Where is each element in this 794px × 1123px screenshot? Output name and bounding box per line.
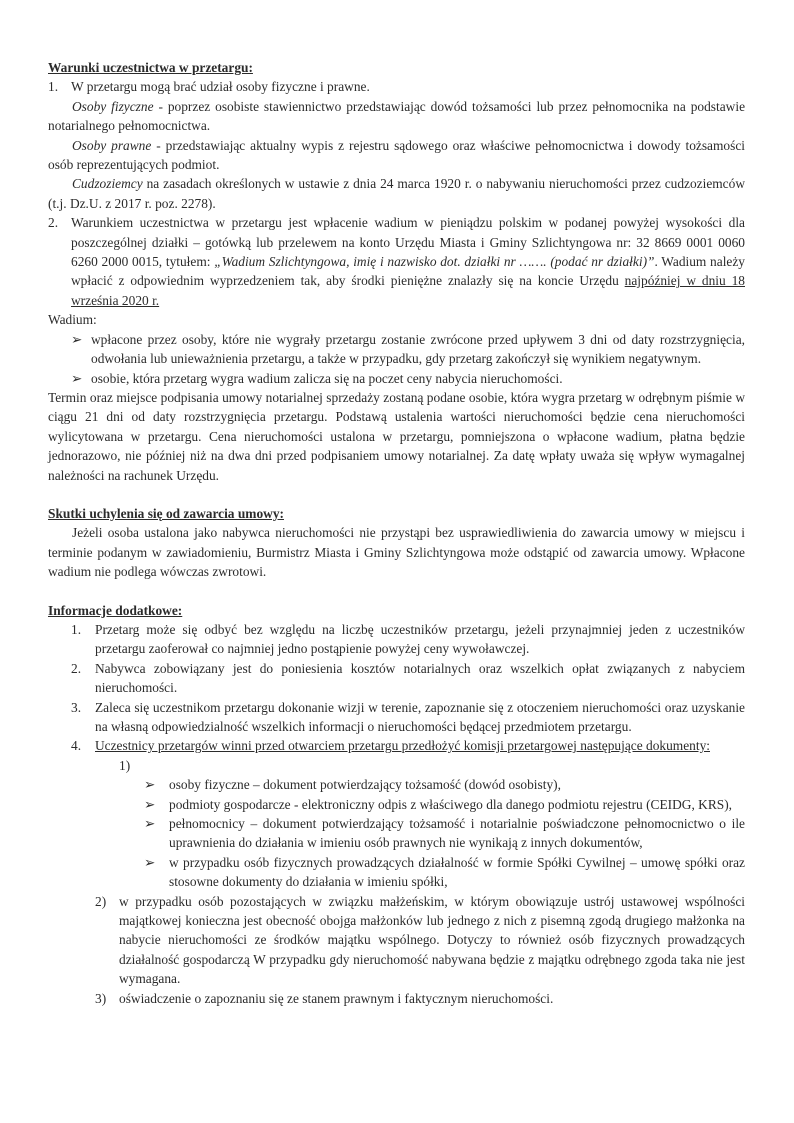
arrow-bullet-icon: ➢ — [144, 796, 156, 812]
document-page — [48, 58, 745, 1008]
item-text: Zaleca się uczestnikom przetargu dokonanie wizji w terenie, zapoznanie się z otoczeniem nieruchomości oraz uzyskanie na własną odpowiedzialność wszelkich informacji o nieruchomości będącej przedmiotem przetargu. — [95, 699, 745, 734]
foreigners-label: Cudzoziemcy — [72, 176, 143, 192]
sub-text: oświadczenie o zapoznaniu się ze stanem prawnym i faktycznym nieruchomości. — [119, 990, 554, 1006]
sub-number: 3) — [95, 990, 107, 1006]
spacer — [48, 582, 745, 601]
natural-persons-label: Osoby fizyczne — [72, 98, 154, 114]
legal-persons-label: Osoby prawne — [72, 137, 152, 153]
arrow-bullet-icon: ➢ — [71, 331, 83, 347]
section-heading-conditions: Warunki uczestnictwa w przetargu: — [48, 60, 253, 75]
documents-sub-1 — [48, 756, 745, 775]
item-number: 4. — [71, 738, 82, 754]
info-item-3 — [48, 698, 745, 737]
spacer — [48, 485, 745, 504]
arrow-bullet-icon: ➢ — [144, 816, 156, 832]
arrow-bullet-icon: ➢ — [71, 370, 83, 386]
bullet-text: w przypadku osób fizycznych prowadzących działalność w formie Spółki Cywilnej – umowę spółki oraz stosowne dokumenty do działania w imieniu spółki, — [169, 854, 745, 890]
deposit-label: Wadium: — [48, 312, 97, 328]
item-number: 3. — [71, 699, 82, 715]
deposit-bullet-1 — [48, 330, 745, 369]
documents-bullet-2 — [48, 795, 745, 814]
transfer-title: „Wadium Szlichtyngowa, imię i nazwisko dot. działki nr ……. (podać nr działki)” — [214, 254, 655, 270]
item-text: Nabywca zobowiązany jest do poniesienia kosztów notarialnych oraz wszelkich opłat związanych z nabyciem nieruchomości. — [95, 660, 745, 696]
section-heading-additional-info: Informacje dodatkowe: — [48, 602, 183, 618]
condition-item-2 — [48, 213, 745, 310]
natural-persons-text: - poprzez osobiste stawiennictwo przedstawiając dowód tożsamości lub przez pełnomocnika na podstawie notarialnego pełnomocnictwa. — [48, 98, 746, 134]
documents-sub-3 — [48, 989, 745, 1008]
documents-bullet-1 — [48, 775, 745, 794]
foreigners-text: na zasadach określonych w ustawie z dnia 24 marca 1920 r. o nabywaniu nieruchomości przez cudzoziemców (t.j. Dz.U. z 2017 r. poz. 2278). — [48, 176, 745, 211]
documents-bullet-4 — [48, 853, 745, 892]
item-text: Przetarg może się odbyć bez względu na liczbę uczestników przetargu, jeżeli przynajmniej jeden z uczestników przetargu zaoferował co najmniej jedno postąpienie powyżej ceny wywoławczej. — [95, 621, 745, 657]
bullet-text: podmioty gospodarcze - elektroniczny odpis z właściwego dla danego podmiotu rejestru (CEIDG, KRS), — [169, 796, 733, 812]
deposit-bullet-2 — [48, 369, 745, 388]
bullet-text: osoby fizyczne – dokument potwierdzający tożsamość (dowód osobisty), — [169, 777, 561, 793]
legal-persons-text: - przedstawiając aktualny wypis z rejestru sądowego oraz właściwe pełnomocnictwa i dowody tożsamości osób reprezentujących podmiot. — [48, 137, 745, 173]
bullet-text: osobie, która przetarg wygra wadium zalicza się na poczet ceny nabycia nieruchomości. — [91, 370, 563, 386]
item-number: 1. — [48, 79, 59, 95]
item-number: 2. — [71, 660, 82, 676]
bullet-text: pełnomocnicy – dokument potwierdzający tożsamość i notarialnie poświadczone pełnomocnictwo o ile uprawnienia do działania w imieniu osób prawnych nie wynikają z innych dokumentów, — [169, 816, 745, 851]
item-number: 2. — [48, 215, 59, 231]
item-text: Uczestnicy przetargów winni przed otwarciem przetargu przedłożyć komisji przetargowej następujące dokumenty: — [95, 738, 710, 754]
sub-number: 1) — [119, 757, 131, 773]
info-item-1 — [48, 620, 745, 659]
item-text: W przetargu mogą brać udział osoby fizyczne i prawne. — [71, 79, 370, 95]
arrow-bullet-icon: ➢ — [144, 854, 156, 870]
documents-bullet-3 — [48, 814, 745, 853]
foreigners-paragraph — [48, 174, 745, 213]
info-item-2 — [48, 659, 745, 698]
consequences-paragraph: Jeżeli osoba ustalona jako nabywca nieruchomości nie przystąpi bez usprawiedliwienia do zawarcia umowy w miejscu i terminie podanym w zawiadomieniu, Burmistrz Miasta i Gminy Szlichtyngowa może odstąpić od zawarcia umowy. Wpłacone wadium nie podlega wówczas zwrotowi. — [48, 525, 745, 580]
documents-sub-2 — [48, 892, 745, 989]
condition-item-1 — [48, 77, 745, 96]
natural-persons-paragraph — [48, 97, 745, 136]
deposit-deadline: najpóźniej w dniu 18 września 2020 r. — [71, 273, 745, 308]
deposit-text-b: . Wadium należy wpłacić z odpowiednim wyprzedzeniem tak, aby środki pieniężne znalazły się na koncie Urzędu — [71, 254, 746, 289]
section-heading-consequences: Skutki uchylenia się od zawarcia umowy: — [48, 505, 284, 521]
arrow-bullet-icon: ➢ — [144, 777, 156, 793]
item-number: 1. — [71, 621, 82, 637]
bullet-text: wpłacone przez osoby, które nie wygrały przetargu zostanie zwrócone przed upływem 3 dni od daty rozstrzygnięcia, odwołania lub unieważnienia przetargu, a także w przypadku, gdy przetarg zakończył się wynikiem negatywnym. — [91, 331, 745, 367]
legal-persons-paragraph — [48, 136, 745, 175]
deposit-text-a: Warunkiem uczestnictwa w przetargu jest wpłacenie wadium w pieniądzu polskim w podanej powyżej wysokości dla poszczególnej działki – gotówką lub przelewem na konto Urzędu Miasta i Gminy Szlichtyngowa nr: 32 8669 0001 0060 6260 2000 0015, tytułem: — [71, 215, 745, 270]
sub-text: w przypadku osób pozostających w związku małżeńskim, w którym obowiązuje ustrój ustawowej wspólności majątkowej konieczna jest obecność obojga małżonków lub jednego z nich z pisemną zgodą drugiego małżonka na nabycie nieruchomości ze środków majątku wspólnego. Dotyczy to również osób fizycznych prowadzących działalność gospodarczą W przypadku gdy nieruchomość nabywana będzie z majątku odrębnego zgoda taka nie jest wymagana. — [119, 893, 745, 987]
sub-number: 2) — [95, 893, 107, 909]
contract-terms-paragraph: Termin oraz miejsce podpisania umowy notarialnej sprzedaży zostaną podane osobie, która wygra przetarg w odrębnym piśmie w ciągu 21 dni od daty rozstrzygnięcia przetargu. Podstawą ustalenia wartości nieruchomości będzie cena nieruchomości wylicytowana w przetargu. Cena nieruchomości ustalona w przetargu, pomniejszona o wpłacone wadium, płatna będzie jednorazowo, nie później niż na dwa dni przed podpisaniem umowy notarialnej. Za datę wpłaty uważa się wpływ wymagalnej należności na rachunek Urzędu. — [48, 389, 745, 483]
info-item-4 — [48, 736, 745, 755]
